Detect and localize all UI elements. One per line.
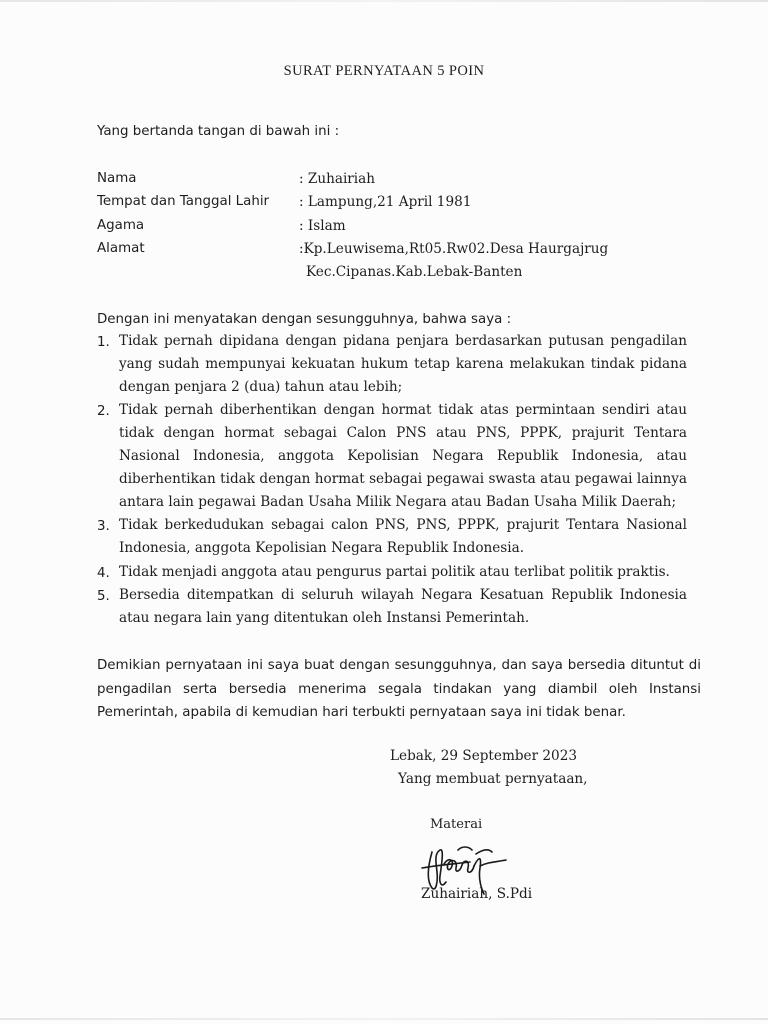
item-text-1: Tidak pernah dipidana dengan pidana penjara berdasarkan putusan pengadilan yang sudah mempunyai kekuatan hukum tetap karena melakukan tindak pidana dengan penjara 2 (dua) tahun atau lebih; bbox=[119, 333, 687, 395]
item-number-2: 2. bbox=[97, 404, 110, 419]
signer-caption: Yang membuat pernyataan, bbox=[398, 771, 588, 787]
place-date: Lebak, 29 September 2023 bbox=[390, 748, 577, 764]
signer-name: Zuhairiah, S.Pdi bbox=[421, 886, 533, 902]
scan-bottom-edge bbox=[0, 1018, 768, 1020]
intro-text: Yang bertanda tangan di bawah ini : bbox=[97, 124, 340, 139]
item-number-5: 5. bbox=[97, 589, 110, 604]
item-text-3: Tidak berkedudukan sebagai calon PNS, PNS, PPPK, prajurit Tentara Nasional Indonesia, anggota Kepolisian Negara Republik Indonesia. bbox=[119, 517, 687, 556]
document-title: SURAT PERNYATAAN 5 POIN bbox=[283, 63, 485, 79]
scan-top-edge bbox=[0, 0, 768, 2]
item-number-4: 4. bbox=[97, 566, 110, 581]
field-label-alamat: Alamat bbox=[97, 241, 145, 256]
field-label-nama: Nama bbox=[97, 171, 137, 186]
field-value-nama: : Zuhairiah bbox=[299, 171, 376, 187]
statement-intro: Dengan ini menyatakan dengan sesungguhnya, bahwa saya : bbox=[97, 312, 512, 327]
closing-paragraph: Demikian pernyataan ini saya buat dengan sesungguhnya, dan saya bersedia dituntut di pengadilan serta bersedia menerima segala tindakan yang diambil oleh Instansi Pemerintah, apabila di kemudian hari terbukti pernyataan saya ini tidak benar. bbox=[97, 658, 701, 720]
field-value-alamat: :Kp.Leuwisema,Rt05.Rw02.Desa Haurgajrug bbox=[299, 241, 609, 257]
field-value-ttl: : Lampung,21 April 1981 bbox=[299, 194, 472, 210]
field-label-agama: Agama bbox=[97, 218, 145, 233]
item-text-2: Tidak pernah diberhentikan dengan hormat tidak atas permintaan sendiri atau tidak dengan hormat sebagai Calon PNS atau PNS, PPPK, prajurit Tentara Nasional Indonesia, anggota Kepolisian Negara Republik Indonesia, atau diberhentikan tidak dengan hormat sebagai pegawai swasta atau pegawai lainnya antara lain pegawai Badan Usaha Milik Negara atau Badan Usaha Milik Daerah; bbox=[119, 402, 687, 510]
item-number-3: 3. bbox=[97, 519, 110, 534]
field-value-agama: : Islam bbox=[299, 218, 346, 234]
item-text-5: Bersedia ditempatkan di seluruh wilayah Negara Kesatuan Republik Indonesia atau negara lain yang ditentukan oleh Instansi Pemerintah. bbox=[119, 587, 687, 626]
item-text-4: Tidak menjadi anggota atau pengurus partai politik atau terlibat politik praktis. bbox=[119, 564, 670, 580]
field-value-alamat-line2: Kec.Cipanas.Kab.Lebak-Banten bbox=[306, 264, 523, 280]
item-number-1: 1. bbox=[97, 335, 110, 350]
field-label-ttl: Tempat dan Tanggal Lahir bbox=[97, 194, 270, 209]
stamp-label: Materai bbox=[430, 817, 483, 832]
